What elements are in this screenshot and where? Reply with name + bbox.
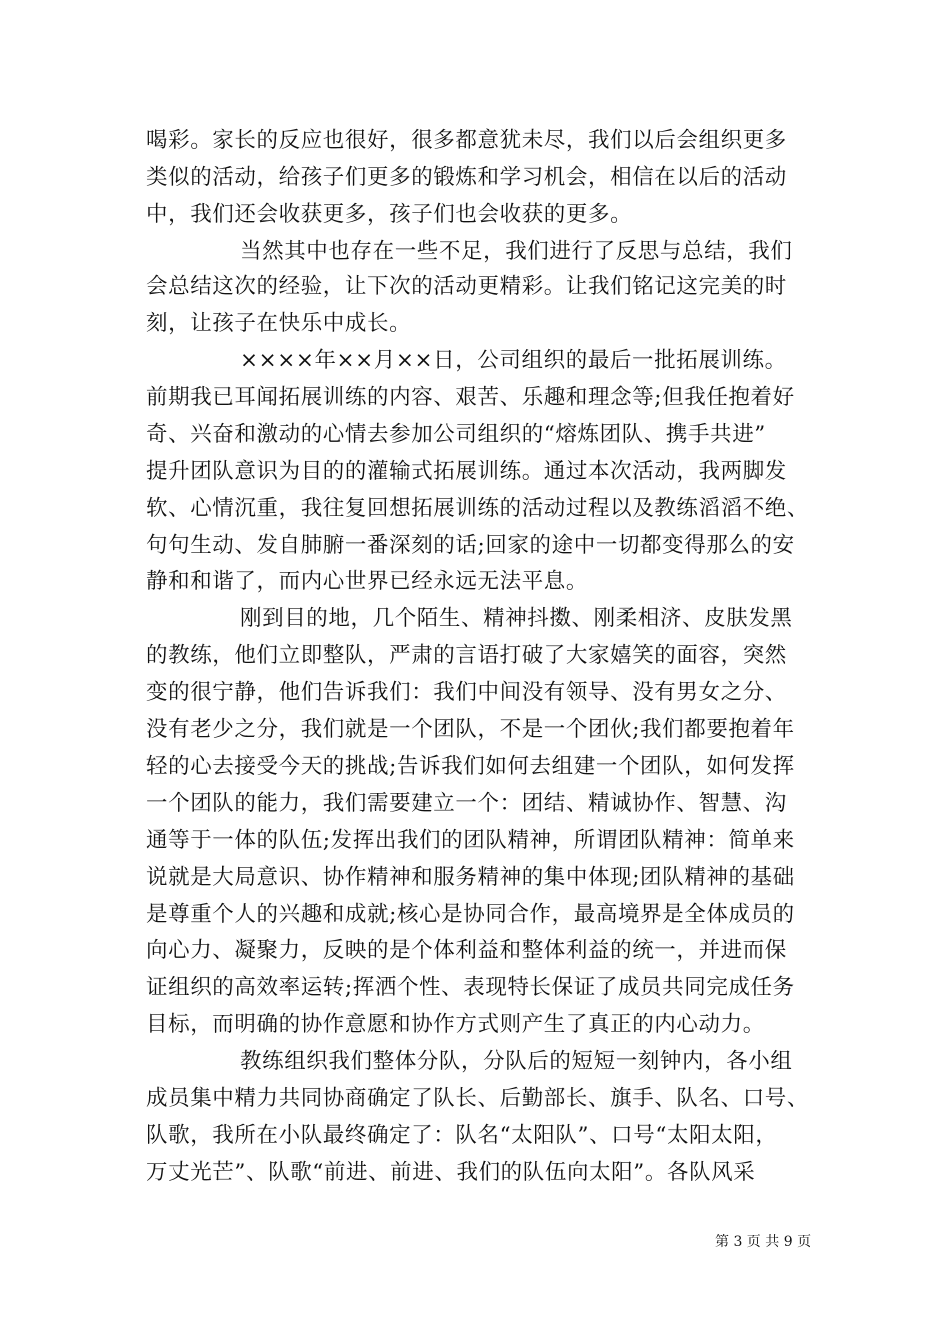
text-line: 静和和谐了，而内心世界已经永远无法平息。 (146, 569, 589, 594)
text-line: 喝彩。家长的反应也很好，很多都意犹未尽，我们以后会组织更多 (146, 128, 787, 153)
text-line: 成员集中精力共同协商确定了队长、后勤部长、旗手、队名、口号、 (146, 1086, 810, 1111)
text-line: 刻，让孩子在快乐中成长。 (146, 311, 412, 336)
text-line: 说就是大局意识、协作精神和服务精神的集中体现;团队精神的基础 (146, 865, 795, 890)
text-line: 没有老少之分，我们就是一个团队，不是一个团伙;我们都要抱着年 (146, 717, 795, 742)
text-line: 教练组织我们整体分队，分队后的短短一刻钟内，各小组 (240, 1049, 793, 1074)
text-line: 前期我已耳闻拓展训练的内容、艰苦、乐趣和理念等;但我任抱着好 (146, 385, 795, 410)
text-line: 类似的活动，给孩子们更多的锻炼和学习机会，相信在以后的活动 (146, 165, 787, 190)
text-line: ××××年××月××日，公司组织的最后一批拓展训练。 (240, 348, 787, 373)
text-line: 万丈光芒”、队歌“前进、前进、我们的队伍向太阳”。各队风采 (146, 1160, 756, 1185)
text-line: 会总结这次的经验，让下次的活动更精彩。让我们铭记这完美的时 (146, 274, 787, 299)
text-line: 句句生动、发自肺腑一番深刻的话;回家的途中一切都变得那么的安 (146, 533, 795, 558)
text-line: 轻的心去接受今天的挑战;告诉我们如何去组建一个团队，如何发挥 (146, 754, 795, 779)
text-line: 一个团队的能力，我们需要建立一个：团结、精诚协作、智慧、沟 (146, 791, 787, 816)
text-line: 当然其中也存在一些不足，我们进行了反思与总结，我们 (240, 239, 793, 264)
text-line: 奇、兴奋和激动的心情去参加公司组织的“熔炼团队、携手共进” (146, 422, 766, 447)
text-line: 刚到目的地，几个陌生、精神抖擞、刚柔相济、皮肤发黑 (240, 606, 793, 631)
page-number: 第 3 页 共 9 页 (715, 1234, 812, 1250)
text-line: 向心力、凝聚力，反映的是个体利益和整体利益的统一，并进而保 (146, 938, 787, 963)
text-line: 证组织的高效率运转;挥洒个性、表现特长保证了成员共同完成任务 (146, 975, 795, 1000)
text-line: 软、心情沉重，我往复回想拓展训练的活动过程以及教练滔滔不绝、 (146, 496, 810, 521)
text-line: 是尊重个人的兴趣和成就;核心是协同合作，最高境界是全体成员的 (146, 902, 795, 927)
text-line: 提升团队意识为目的的灌输式拓展训练。通过本次活动，我两脚发 (146, 459, 787, 484)
text-line: 中，我们还会收获更多，孩子们也会收获的更多。 (146, 202, 633, 227)
text-line: 队歌，我所在小队最终确定了：队名“太阳队”、口号“太阳太阳， (146, 1123, 778, 1148)
text-line: 变的很宁静，他们告诉我们：我们中间没有领导、没有男女之分、 (146, 680, 787, 705)
text-line: 通等于一体的队伍;发挥出我们的团队精神，所谓团队精神：简单来 (146, 828, 795, 853)
text-line: 目标，而明确的协作意愿和协作方式则产生了真正的内心动力。 (146, 1012, 765, 1037)
text-line: 的教练，他们立即整队，严肃的言语打破了大家嬉笑的面容，突然 (146, 643, 787, 668)
